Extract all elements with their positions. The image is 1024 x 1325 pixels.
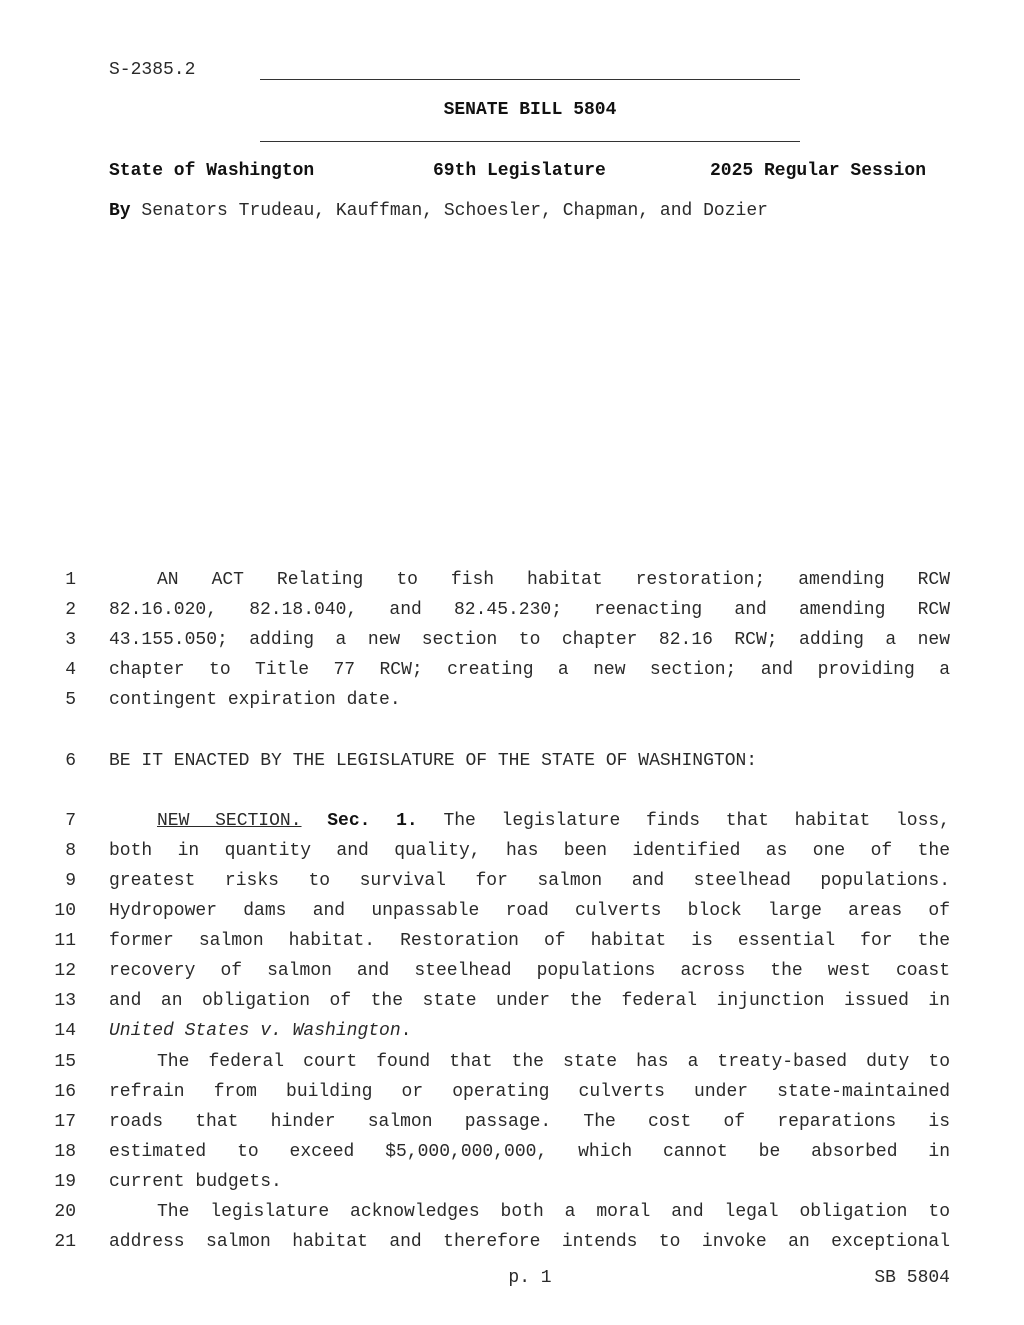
line-number: 15	[54, 1052, 76, 1072]
line-number: 21	[54, 1232, 76, 1252]
section-line: address salmon habitat and therefore intends to invoke an exceptional	[109, 1232, 950, 1252]
case-name: United States v. Washington	[109, 1021, 401, 1041]
legislature-number: 69th Legislature	[433, 161, 606, 181]
header-rule-bottom	[260, 141, 800, 142]
line-number: 17	[54, 1112, 76, 1132]
line-number: 3	[65, 630, 76, 650]
section-line: estimated to exceed $5,000,000,000, which cannot be absorbed in	[109, 1142, 950, 1162]
line-number: 10	[54, 901, 76, 921]
section-line: current budgets.	[109, 1172, 282, 1192]
enacting-clause: BE IT ENACTED BY THE LEGISLATURE OF THE STATE OF WASHINGTON:	[109, 751, 758, 771]
line-number: 6	[65, 751, 76, 771]
act-line: 43.155.050; adding a new section to chapter 82.16 RCW; adding a new	[109, 630, 950, 650]
line-number: 1	[65, 570, 76, 590]
header-rule-top	[260, 79, 800, 80]
line-number: 2	[65, 600, 76, 620]
act-line: contingent expiration date.	[109, 690, 401, 710]
section-line: and an obligation of the state under the federal injunction issued in	[109, 991, 950, 1011]
page-number: p. 1	[508, 1268, 552, 1288]
sponsors-prefix: By	[109, 201, 131, 221]
line-number: 20	[54, 1202, 76, 1222]
line-number: 14	[54, 1021, 76, 1041]
section-line: The legislature acknowledges both a moral and legal obligation to	[157, 1202, 950, 1222]
act-line: chapter to Title 77 RCW; creating a new section; and providing a	[109, 660, 950, 680]
section-line: roads that hinder salmon passage. The cost of reparations is	[109, 1112, 950, 1132]
line-number: 5	[65, 690, 76, 710]
section-line: Hydropower dams and unpassable road culverts block large areas of	[109, 901, 950, 921]
case-citation-line	[109, 1020, 950, 1042]
line-number: 19	[54, 1172, 76, 1192]
section-heading-line	[157, 810, 950, 832]
section-line: refrain from building or operating culverts under state-maintained	[109, 1082, 950, 1102]
footer-bill-reference: SB 5804	[874, 1268, 950, 1288]
section-line: both in quantity and quality, has been identified as one of the	[109, 841, 950, 861]
new-section-label: NEW SECTION.	[157, 811, 302, 831]
act-line: 82.16.020, 82.18.040, and 82.45.230; reenacting and amending RCW	[109, 600, 950, 620]
line-number: 4	[65, 660, 76, 680]
line-number: 9	[65, 871, 76, 891]
sponsors-list: Senators Trudeau, Kauffman, Schoesler, Chapman, and Dozier	[141, 201, 768, 221]
sponsors-line	[109, 200, 768, 222]
section-line: recovery of salmon and steelhead populations across the west coast	[109, 961, 950, 981]
case-period: .	[400, 1021, 412, 1041]
line-number: 16	[54, 1082, 76, 1102]
section-line: former salmon habitat. Restoration of habitat is essential for the	[109, 931, 950, 951]
state-name: State of Washington	[109, 161, 315, 181]
section-line: greatest risks to survival for salmon and steelhead populations.	[109, 871, 950, 891]
section-number: Sec. 1.	[327, 811, 418, 831]
line-number: 7	[65, 811, 76, 831]
line-number: 12	[54, 961, 76, 981]
bill-title: SENATE BILL 5804	[443, 100, 617, 120]
act-line: AN ACT Relating to fish habitat restoration; amending RCW	[157, 570, 950, 590]
line-number: 8	[65, 841, 76, 861]
session-name: 2025 Regular Session	[710, 161, 927, 181]
line-number: 11	[54, 931, 76, 951]
section-line: The federal court found that the state has a treaty-based duty to	[157, 1052, 950, 1072]
line-number: 18	[54, 1142, 76, 1162]
section-first-line-text: The legislature finds that habitat loss,	[443, 811, 950, 831]
document-code: S-2385.2	[109, 60, 196, 80]
line-number: 13	[54, 991, 76, 1011]
